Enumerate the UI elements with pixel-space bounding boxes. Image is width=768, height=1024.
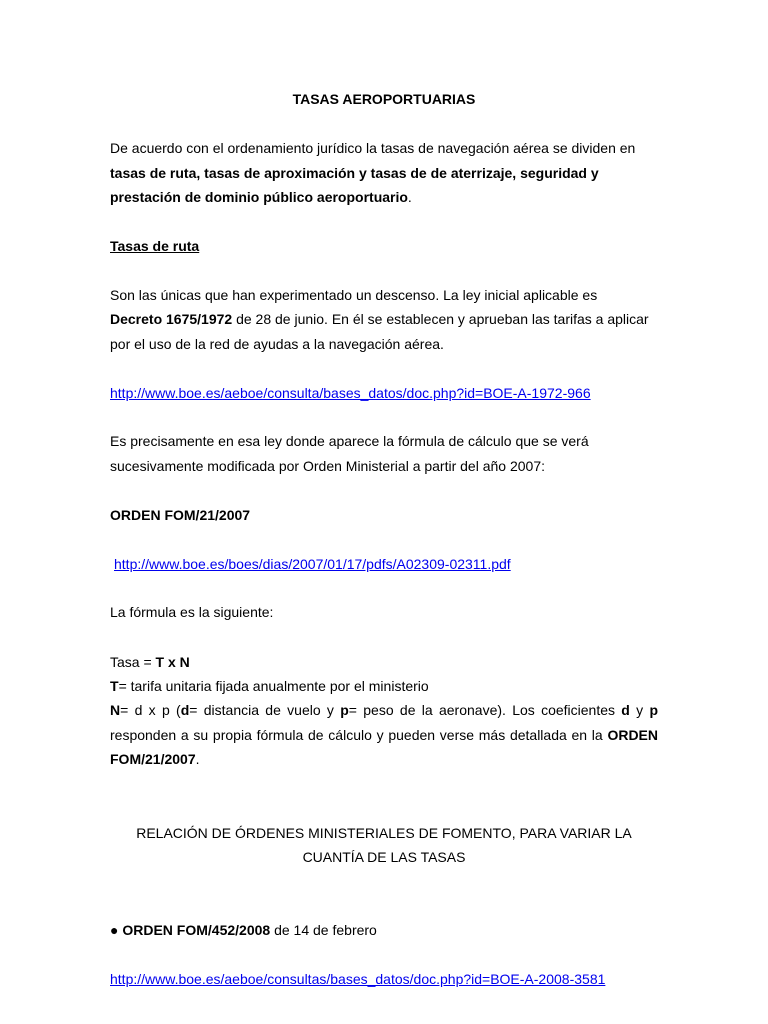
orden-fom-21-2007-heading: ORDEN FOM/21/2007: [110, 507, 251, 523]
intro-line-3: [110, 188, 412, 206]
formula-n-text-4: y: [629, 702, 650, 718]
boe-2008-link[interactable]: http://www.boe.es/aeboe/consultas/bases_datos/doc.php?id=BOE-A-2008-3581: [110, 971, 606, 987]
relacion-heading-line-2: CUANTÍA DE LAS TASAS: [302, 849, 466, 865]
formula-tasa-expression: T x N: [155, 654, 190, 670]
bullet-item-rest: de 14 de febrero: [270, 922, 377, 938]
formula-p-symbol-2: p: [649, 702, 659, 718]
formula-intro: La fórmula es la siguiente:: [110, 604, 274, 620]
formula-line-4-end: .: [195, 751, 200, 767]
relacion-heading-line-1: RELACIÓN DE ÓRDENES MINISTERIALES DE FOMENTO, PARA VARIAR LA: [136, 825, 632, 841]
decreto-reference: Decreto 1675/1972: [110, 311, 233, 327]
formula-line-4: [110, 750, 200, 768]
bullet-item-orden-fom-452-2008: [110, 921, 377, 939]
bullet-item-bold: ORDEN FOM/452/2008: [122, 922, 271, 938]
formula-line-3-bold: ORDEN: [607, 727, 658, 743]
formula-n-text-3: = peso de la aeronave). Los coeficientes: [348, 702, 622, 718]
formula-line-3-text: responden a su propia fórmula de cálculo y pueden verse más detallada en la: [110, 727, 608, 743]
link-boe-2008: [110, 970, 605, 988]
para1-line-2: [110, 310, 649, 328]
para2-line-2: sucesivamente modificada por Orden Ministerial a partir del año 2007:: [110, 458, 546, 474]
para2-line-1: Es precisamente en esa ley donde aparece la fórmula de cálculo que se verá: [110, 433, 589, 449]
intro-line-3-bold: prestación de dominio público aeroportuario: [110, 189, 408, 205]
formula-p-symbol: p: [340, 702, 349, 718]
formula-n-definition: [110, 701, 658, 719]
formula-n-text-2: = distancia de vuelo y: [189, 702, 341, 718]
link-boe-2007: [114, 555, 511, 573]
document-title: TASAS AEROPORTUARIAS: [292, 91, 476, 107]
para1-line-1: Son las únicas que han experimentado un descenso. La ley inicial aplicable es: [110, 287, 598, 303]
intro-line-3-end: .: [407, 189, 412, 205]
formula-line-4-bold: FOM/21/2007: [110, 751, 196, 767]
formula-t-text: = tarifa unitaria fijada anualmente por el ministerio: [118, 678, 429, 694]
para1-line-3: por el uso de la red de ayudas a la navegación aérea.: [110, 336, 444, 352]
formula-tasa-label: Tasa =: [110, 654, 156, 670]
section-heading-tasas-de-ruta: Tasas de ruta: [110, 238, 200, 254]
formula-n-text-1: = d x p (: [120, 702, 181, 718]
para1-line-2-rest: de 28 de junio. En él se establecen y aprueban las tarifas a aplicar: [232, 311, 649, 327]
intro-line-1: De acuerdo con el ordenamiento jurídico la tasas de navegación aérea se dividen en: [110, 140, 636, 156]
boe-2007-pdf-link[interactable]: http://www.boe.es/boes/dias/2007/01/17/pdfs/A02309-02311.pdf: [114, 556, 511, 572]
formula-n-symbol: N: [110, 702, 121, 718]
formula-t-definition: [110, 677, 429, 695]
formula-d-symbol-2: d: [621, 702, 630, 718]
intro-line-2: tasas de ruta, tasas de aproximación y tasas de de aterrizaje, seguridad y: [110, 165, 599, 181]
formula-t-symbol: T: [110, 678, 119, 694]
link-boe-1972: [110, 384, 591, 402]
formula-tasa: [110, 653, 190, 671]
bullet-icon: ●: [110, 922, 119, 938]
formula-line-3: [110, 726, 658, 744]
formula-d-symbol: d: [180, 702, 190, 718]
boe-1972-link[interactable]: http://www.boe.es/aeboe/consulta/bases_datos/doc.php?id=BOE-A-1972-966: [110, 385, 591, 401]
